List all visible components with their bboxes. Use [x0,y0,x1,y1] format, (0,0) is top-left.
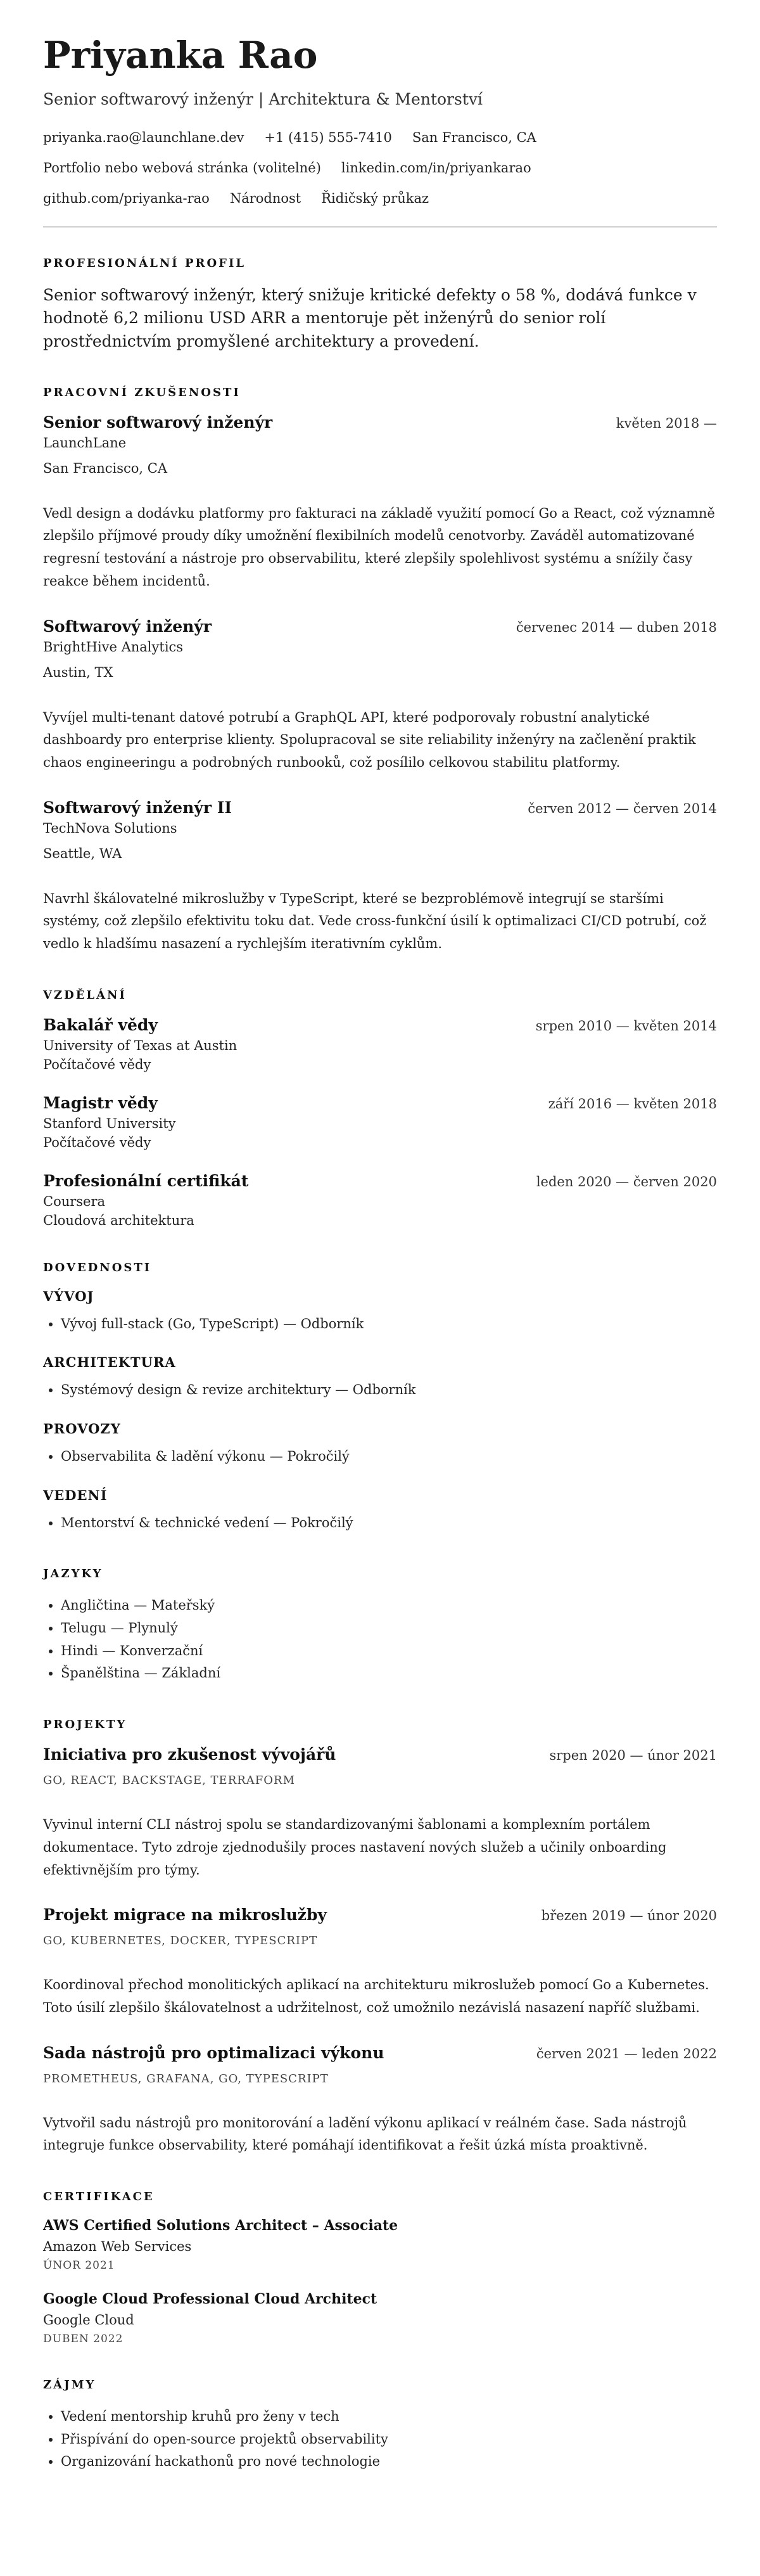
skill-group [43,1487,717,1535]
section-title-experience: PRACOVNÍ ZKUŠENOSTI [43,385,241,399]
profile-summary: Senior softwarový inženýr, který snižuje kritické defekty o 58 %, dodává funkce v hodnotě 6,2 milionu USD ARR a mentoruje pět inženýrů do senior rolí prostřednictvím promyšlené architektury a provedení. [43,286,697,350]
skill-item: • Mentorství & technické vedení — Pokročilý [61,1512,717,1535]
resume-header [43,34,717,206]
languages-section [43,1567,717,1685]
language-item: • Hindi — Konverzační [61,1640,717,1663]
degree-name: Magistr vědy [43,1093,158,1112]
education-item [43,1172,717,1228]
skill-group-title: VEDENÍ [43,1487,108,1503]
certification-name: AWS Certified Solutions Architect – Associate [43,2217,398,2234]
job-location: Seattle, WA [43,845,122,861]
job-location: San Francisco, CA [43,460,168,476]
project-item [43,2044,717,2157]
project-item-head [43,1745,717,1764]
contact-phone[interactable]: +1 (415) 555-7410 [264,130,392,145]
education-item-head [43,1094,717,1112]
education-item [43,1094,717,1150]
project-description: Vytvořil sadu nástrojů pro monitorování a ladění výkonu aplikací v reálném čase. Sada nástrojů integruje funkce observability, které pomáhají identifikovat a řešit úzká místa proaktivně. [43,2115,687,2153]
education-item [43,1016,717,1072]
skills-section [43,1261,717,1535]
project-date: březen 2019 — únor 2020 [541,1908,717,1924]
certifications-section [43,2190,717,2345]
interest-item: • Vedení mentorship kruhů pro ženy v tech [61,2406,717,2428]
certification-issuer: Google Cloud [43,2312,134,2328]
project-date: srpen 2020 — únor 2021 [549,1748,717,1764]
skill-item: • Systémový design & revize architektury — Odborník [61,1379,717,1402]
project-tech-tags: GO, KUBERNETES, DOCKER, TYPESCRIPT [43,1934,318,1948]
degree-date: září 2016 — květen 2018 [548,1096,717,1112]
interest-item: • Organizování hackathonů pro nové technologie [61,2451,717,2473]
job-description: Navrhl škálovatelné mikroslužby v TypeScript, které se bezproblémově integrují se staršími systémy, což zlepšilo efektivitu toku dat. Vede cross-funkční úsilí k optimalizaci CI/CD potrubí, což vedlo k hladšímu nasazení a rychlejším iterativním cyklům. [43,890,707,951]
job-date: červen 2012 — červen 2014 [528,800,717,816]
education-item-head [43,1016,717,1034]
candidate-name: Priyanka Rao [43,34,318,77]
study-field: Počítačové vědy [43,1056,151,1072]
contact-linkedin[interactable]: linkedin.com/in/priyankarao [341,160,531,176]
project-item [43,1745,717,1881]
job-role: Senior softwarový inženýr [43,413,273,432]
skill-group-title: ARCHITEKTURA [43,1354,176,1371]
skill-group [43,1354,717,1402]
job-description: Vyvíjel multi-tenant datové potrubí a GraphQL API, které podporovaly robustní analytické dashboardy pro enterprise klienty. Spolupracoval se site reliability inženýry na začlenění praktik chaos engineeringu a podrobných runbooků, což posílilo celkovou stabilitu platformy. [43,709,696,770]
language-item: • Španělština — Základní [61,1662,717,1685]
job-date: červenec 2014 — duben 2018 [516,619,717,635]
job-company: BrightHive Analytics [43,639,184,655]
certification-date: DUBEN 2022 [43,2332,124,2345]
job-company: TechNova Solutions [43,820,177,836]
project-tech-tags: GO, REACT, BACKSTAGE, TERRAFORM [43,1774,296,1788]
section-title-skills: DOVEDNOSTI [43,1260,152,1274]
certification-name: Google Cloud Professional Cloud Architect [43,2290,377,2307]
certification-item [43,2217,717,2272]
experience-item-head [43,413,717,432]
skill-item: • Observabilita & ladění výkonu — Pokročilý [61,1445,717,1468]
education-item-head [43,1172,717,1190]
contact-drivers-license: Řidičský průkaz [321,191,429,206]
section-title-interests: ZÁJMY [43,2378,96,2392]
degree-date: leden 2020 — červen 2020 [536,1174,717,1189]
profile-section [43,257,717,353]
section-title-profile: PROFESIONÁLNÍ PROFIL [43,257,246,270]
project-name: Projekt migrace na mikroslužby [43,1906,327,1925]
job-date: květen 2018 — [616,415,717,431]
project-item-head [43,1906,717,1924]
contact-email[interactable]: priyanka.rao@launchlane.dev [43,130,244,145]
contact-row-3 [43,191,717,206]
job-role: Softwarový inženýr [43,617,212,636]
experience-item-head [43,798,717,817]
skill-item: • Vývoj full-stack (Go, TypeScript) — Odborník [61,1313,717,1336]
project-tech-tags: PROMETHEUS, GRAFANA, GO, TYPESCRIPT [43,2072,329,2086]
language-item: • Telugu — Plynulý [61,1617,717,1640]
school-name: Coursera [43,1193,106,1209]
section-title-education: VZDĚLÁNÍ [43,988,127,1002]
skill-group [43,1421,717,1468]
school-name: Stanford University [43,1115,176,1131]
skill-group-title: VÝVOJ [43,1288,94,1304]
contact-location: San Francisco, CA [412,130,536,145]
experience-item-head [43,617,717,636]
project-item [43,1906,717,2019]
contact-portfolio[interactable]: Portfolio nebo webová stránka (volitelné) [43,160,321,176]
study-field: Cloudová architektura [43,1212,194,1228]
job-location: Austin, TX [43,664,113,680]
degree-name: Profesionální certifikát [43,1171,249,1190]
project-item-head [43,2044,717,2062]
certification-item [43,2291,717,2345]
interests-section [43,2378,717,2473]
header-divider [43,226,717,227]
interest-item: • Přispívání do open-source projektů observability [61,2428,717,2451]
projects-section [43,1718,717,2157]
experience-item [43,413,717,593]
section-title-projects: PROJEKTY [43,1718,127,1732]
language-item: • Angličtina — Mateřský [61,1594,717,1617]
skill-list [43,1313,717,1336]
job-role: Softwarový inženýr II [43,798,232,817]
job-description: Vedl design a dodávku platformy pro fakturaci na základě využití pomocí Go a React, což významně zlepšilo příjmové proudy díky umožnění flexibilních modelů cenotvorby. Zaváděl automatizované regresní testování a nástroje pro observabilitu, které zlepšily spolehlivost systému a snížily časy reakce během incidentů. [43,505,715,589]
section-title-languages: JAZYKY [43,1567,103,1581]
experience-item [43,617,717,774]
education-section [43,989,717,1228]
job-company: LaunchLane [43,435,127,451]
contact-row-1 [43,130,717,145]
certification-issuer: Amazon Web Services [43,2238,192,2254]
language-list [43,1594,717,1685]
candidate-headline: Senior softwarový inženýr | Architektura & Mentorství [43,90,483,108]
skill-list [43,1379,717,1402]
project-date: červen 2021 — leden 2022 [536,2046,717,2061]
section-title-certifications: CERTIFIKACE [43,2189,155,2203]
contact-row-2 [43,160,717,176]
degree-name: Bakalář vědy [43,1015,158,1034]
interest-list [43,2406,717,2473]
certification-date: ÚNOR 2021 [43,2259,115,2272]
project-description: Vyvinul interní CLI nástroj spolu se standardizovanými šablonami a komplexním portálem dokumentace. Tyto zdroje zjednodušily proces nastavení nových služeb a učinily onboarding efektivnějším pro týmy. [43,1817,667,1878]
degree-date: srpen 2010 — květen 2014 [535,1018,717,1034]
skill-list [43,1512,717,1535]
project-description: Koordinoval přechod monolitických aplikací na architekturu mikroslužeb pomocí Go a Kubernetes. Toto úsilí zlepšilo škálovatelnost a udržitelnost, což umožnilo nezávislá nasazení napříč službami. [43,1977,709,2015]
experience-section [43,386,717,956]
contact-github[interactable]: github.com/priyanka-rao [43,191,210,206]
skill-group-title: PROVOZY [43,1421,121,1437]
school-name: University of Texas at Austin [43,1037,238,1053]
project-name: Sada nástrojů pro optimalizaci výkonu [43,2043,384,2062]
skill-group [43,1288,717,1336]
skill-list [43,1445,717,1468]
contact-nationality: Národnost [229,191,301,206]
project-name: Iniciativa pro zkušenost vývojářů [43,1745,336,1764]
experience-item [43,798,717,956]
study-field: Počítačové vědy [43,1134,151,1150]
